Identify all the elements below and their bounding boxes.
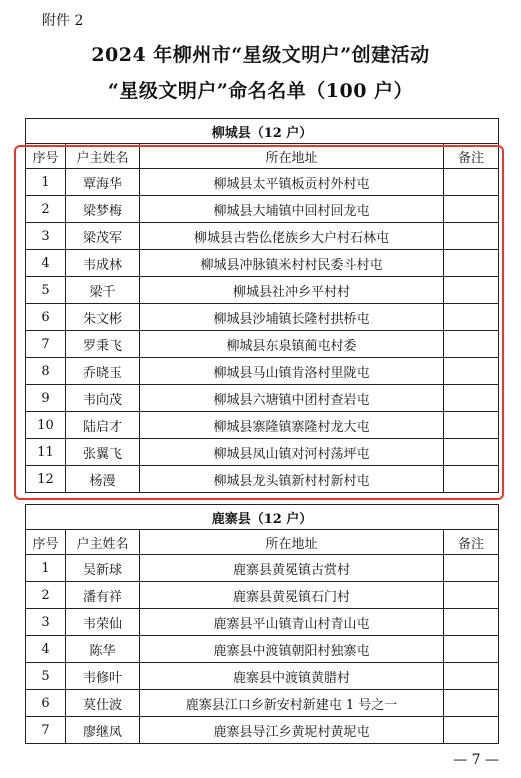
row-number: 11 <box>26 439 66 466</box>
address: 柳城县六塘镇中团村查岩屯 <box>140 385 444 412</box>
table-row <box>26 304 499 331</box>
householder-name: 韦修叶 <box>66 663 140 690</box>
remark <box>444 466 499 493</box>
remark <box>444 358 499 385</box>
householder-name: 吴新球 <box>66 555 140 582</box>
householder-name: 韦成林 <box>66 250 140 277</box>
address: 柳城县东泉镇蔺屯村委 <box>140 331 444 358</box>
section-title-row <box>26 119 499 144</box>
section-title: 柳城县（12 户） <box>26 119 499 144</box>
row-number: 7 <box>26 331 66 358</box>
householder-name: 韦荣仙 <box>66 609 140 636</box>
remark <box>444 636 499 663</box>
table-row <box>26 609 499 636</box>
remark <box>444 196 499 223</box>
table-row <box>26 582 499 609</box>
address: 柳城县寨隆镇寨隆村龙大屯 <box>140 412 444 439</box>
header-name: 户主姓名 <box>66 144 140 169</box>
remark <box>444 690 499 717</box>
remark <box>444 223 499 250</box>
row-number: 7 <box>26 717 66 744</box>
header-no: 序号 <box>26 530 66 555</box>
row-number: 8 <box>26 358 66 385</box>
address: 柳城县太平镇板贡村外村屯 <box>140 169 444 196</box>
header-remark: 备注 <box>444 144 499 169</box>
table-row <box>26 169 499 196</box>
row-number: 2 <box>26 582 66 609</box>
table-row <box>26 636 499 663</box>
section-title: 鹿寨县（12 户） <box>26 505 499 530</box>
address: 鹿寨县江口乡新安村新建屯 1 号之一 <box>140 690 444 717</box>
header-address: 所在地址 <box>140 530 444 555</box>
header-address: 所在地址 <box>140 144 444 169</box>
document-subtitle: “星级文明户”命名名单（100 户） <box>107 80 414 102</box>
householder-name: 乔晓玉 <box>66 358 140 385</box>
address: 鹿寨县黄冕镇石门村 <box>140 582 444 609</box>
remark <box>444 250 499 277</box>
row-number: 2 <box>26 196 66 223</box>
attachment-label: 附件 2 <box>42 13 84 29</box>
document-title: 2024 年柳州市“星级文明户”创建活动 <box>91 44 430 66</box>
header-remark: 备注 <box>444 530 499 555</box>
address: 鹿寨县黄冕镇古赏村 <box>140 555 444 582</box>
address: 柳城县社冲乡平村村 <box>140 277 444 304</box>
address: 鹿寨县中渡镇朝阳村独寨屯 <box>140 636 444 663</box>
remark <box>444 555 499 582</box>
header-row <box>26 144 499 169</box>
header-row <box>26 530 499 555</box>
address: 柳城县马山镇肯洛村里陇屯 <box>140 358 444 385</box>
table-row <box>26 466 499 493</box>
householder-name: 廖继凤 <box>66 717 140 744</box>
table-row <box>26 331 499 358</box>
householder-name: 张翼飞 <box>66 439 140 466</box>
row-number: 5 <box>26 277 66 304</box>
remark <box>444 412 499 439</box>
table-row <box>26 223 499 250</box>
page-number: — 7 — <box>453 752 499 768</box>
table-row <box>26 358 499 385</box>
row-number: 6 <box>26 690 66 717</box>
table-row <box>26 717 499 744</box>
remark <box>444 439 499 466</box>
address: 柳城县冲脉镇米村村民委斗村屯 <box>140 250 444 277</box>
address: 柳城县凤山镇对河村荡坪屯 <box>140 439 444 466</box>
householder-name: 陆启才 <box>66 412 140 439</box>
row-number: 4 <box>26 636 66 663</box>
remark <box>444 582 499 609</box>
table-row <box>26 250 499 277</box>
remark <box>444 169 499 196</box>
householder-name: 杨漫 <box>66 466 140 493</box>
table-row <box>26 412 499 439</box>
table-row <box>26 690 499 717</box>
luzhai-table <box>25 504 499 744</box>
householder-name: 罗秉飞 <box>66 331 140 358</box>
row-number: 3 <box>26 609 66 636</box>
householder-name: 梁千 <box>66 277 140 304</box>
row-number: 1 <box>26 555 66 582</box>
householder-name: 朱文彬 <box>66 304 140 331</box>
table-row <box>26 277 499 304</box>
header-no: 序号 <box>26 144 66 169</box>
row-number: 1 <box>26 169 66 196</box>
row-number: 4 <box>26 250 66 277</box>
row-number: 5 <box>26 663 66 690</box>
section-title-row <box>26 505 499 530</box>
remark <box>444 717 499 744</box>
row-number: 12 <box>26 466 66 493</box>
remark <box>444 277 499 304</box>
remark <box>444 609 499 636</box>
householder-name: 莫仕波 <box>66 690 140 717</box>
householder-name: 陈华 <box>66 636 140 663</box>
luocheng-table <box>25 118 499 493</box>
householder-name: 梁茂军 <box>66 223 140 250</box>
address: 柳城县古砦仫佬族乡大户村石林屯 <box>140 223 444 250</box>
table-row <box>26 663 499 690</box>
remark <box>444 331 499 358</box>
table-row <box>26 385 499 412</box>
row-number: 10 <box>26 412 66 439</box>
remark <box>444 385 499 412</box>
address: 柳城县沙埔镇长隆村拱桥屯 <box>140 304 444 331</box>
remark <box>444 663 499 690</box>
row-number: 6 <box>26 304 66 331</box>
table-row <box>26 555 499 582</box>
householder-name: 韦向茂 <box>66 385 140 412</box>
householder-name: 覃海华 <box>66 169 140 196</box>
householder-name: 梁梦梅 <box>66 196 140 223</box>
address: 柳城县大埔镇中回村回龙屯 <box>140 196 444 223</box>
remark <box>444 304 499 331</box>
row-number: 9 <box>26 385 66 412</box>
householder-name: 潘有祥 <box>66 582 140 609</box>
address: 鹿寨县导江乡黄坭村黄坭屯 <box>140 717 444 744</box>
row-number: 3 <box>26 223 66 250</box>
address: 柳城县龙头镇新村村新村屯 <box>140 466 444 493</box>
header-name: 户主姓名 <box>66 530 140 555</box>
table-row <box>26 196 499 223</box>
address: 鹿寨县中渡镇黄腊村 <box>140 663 444 690</box>
address: 鹿寨县平山镇青山村青山屯 <box>140 609 444 636</box>
table-row <box>26 439 499 466</box>
